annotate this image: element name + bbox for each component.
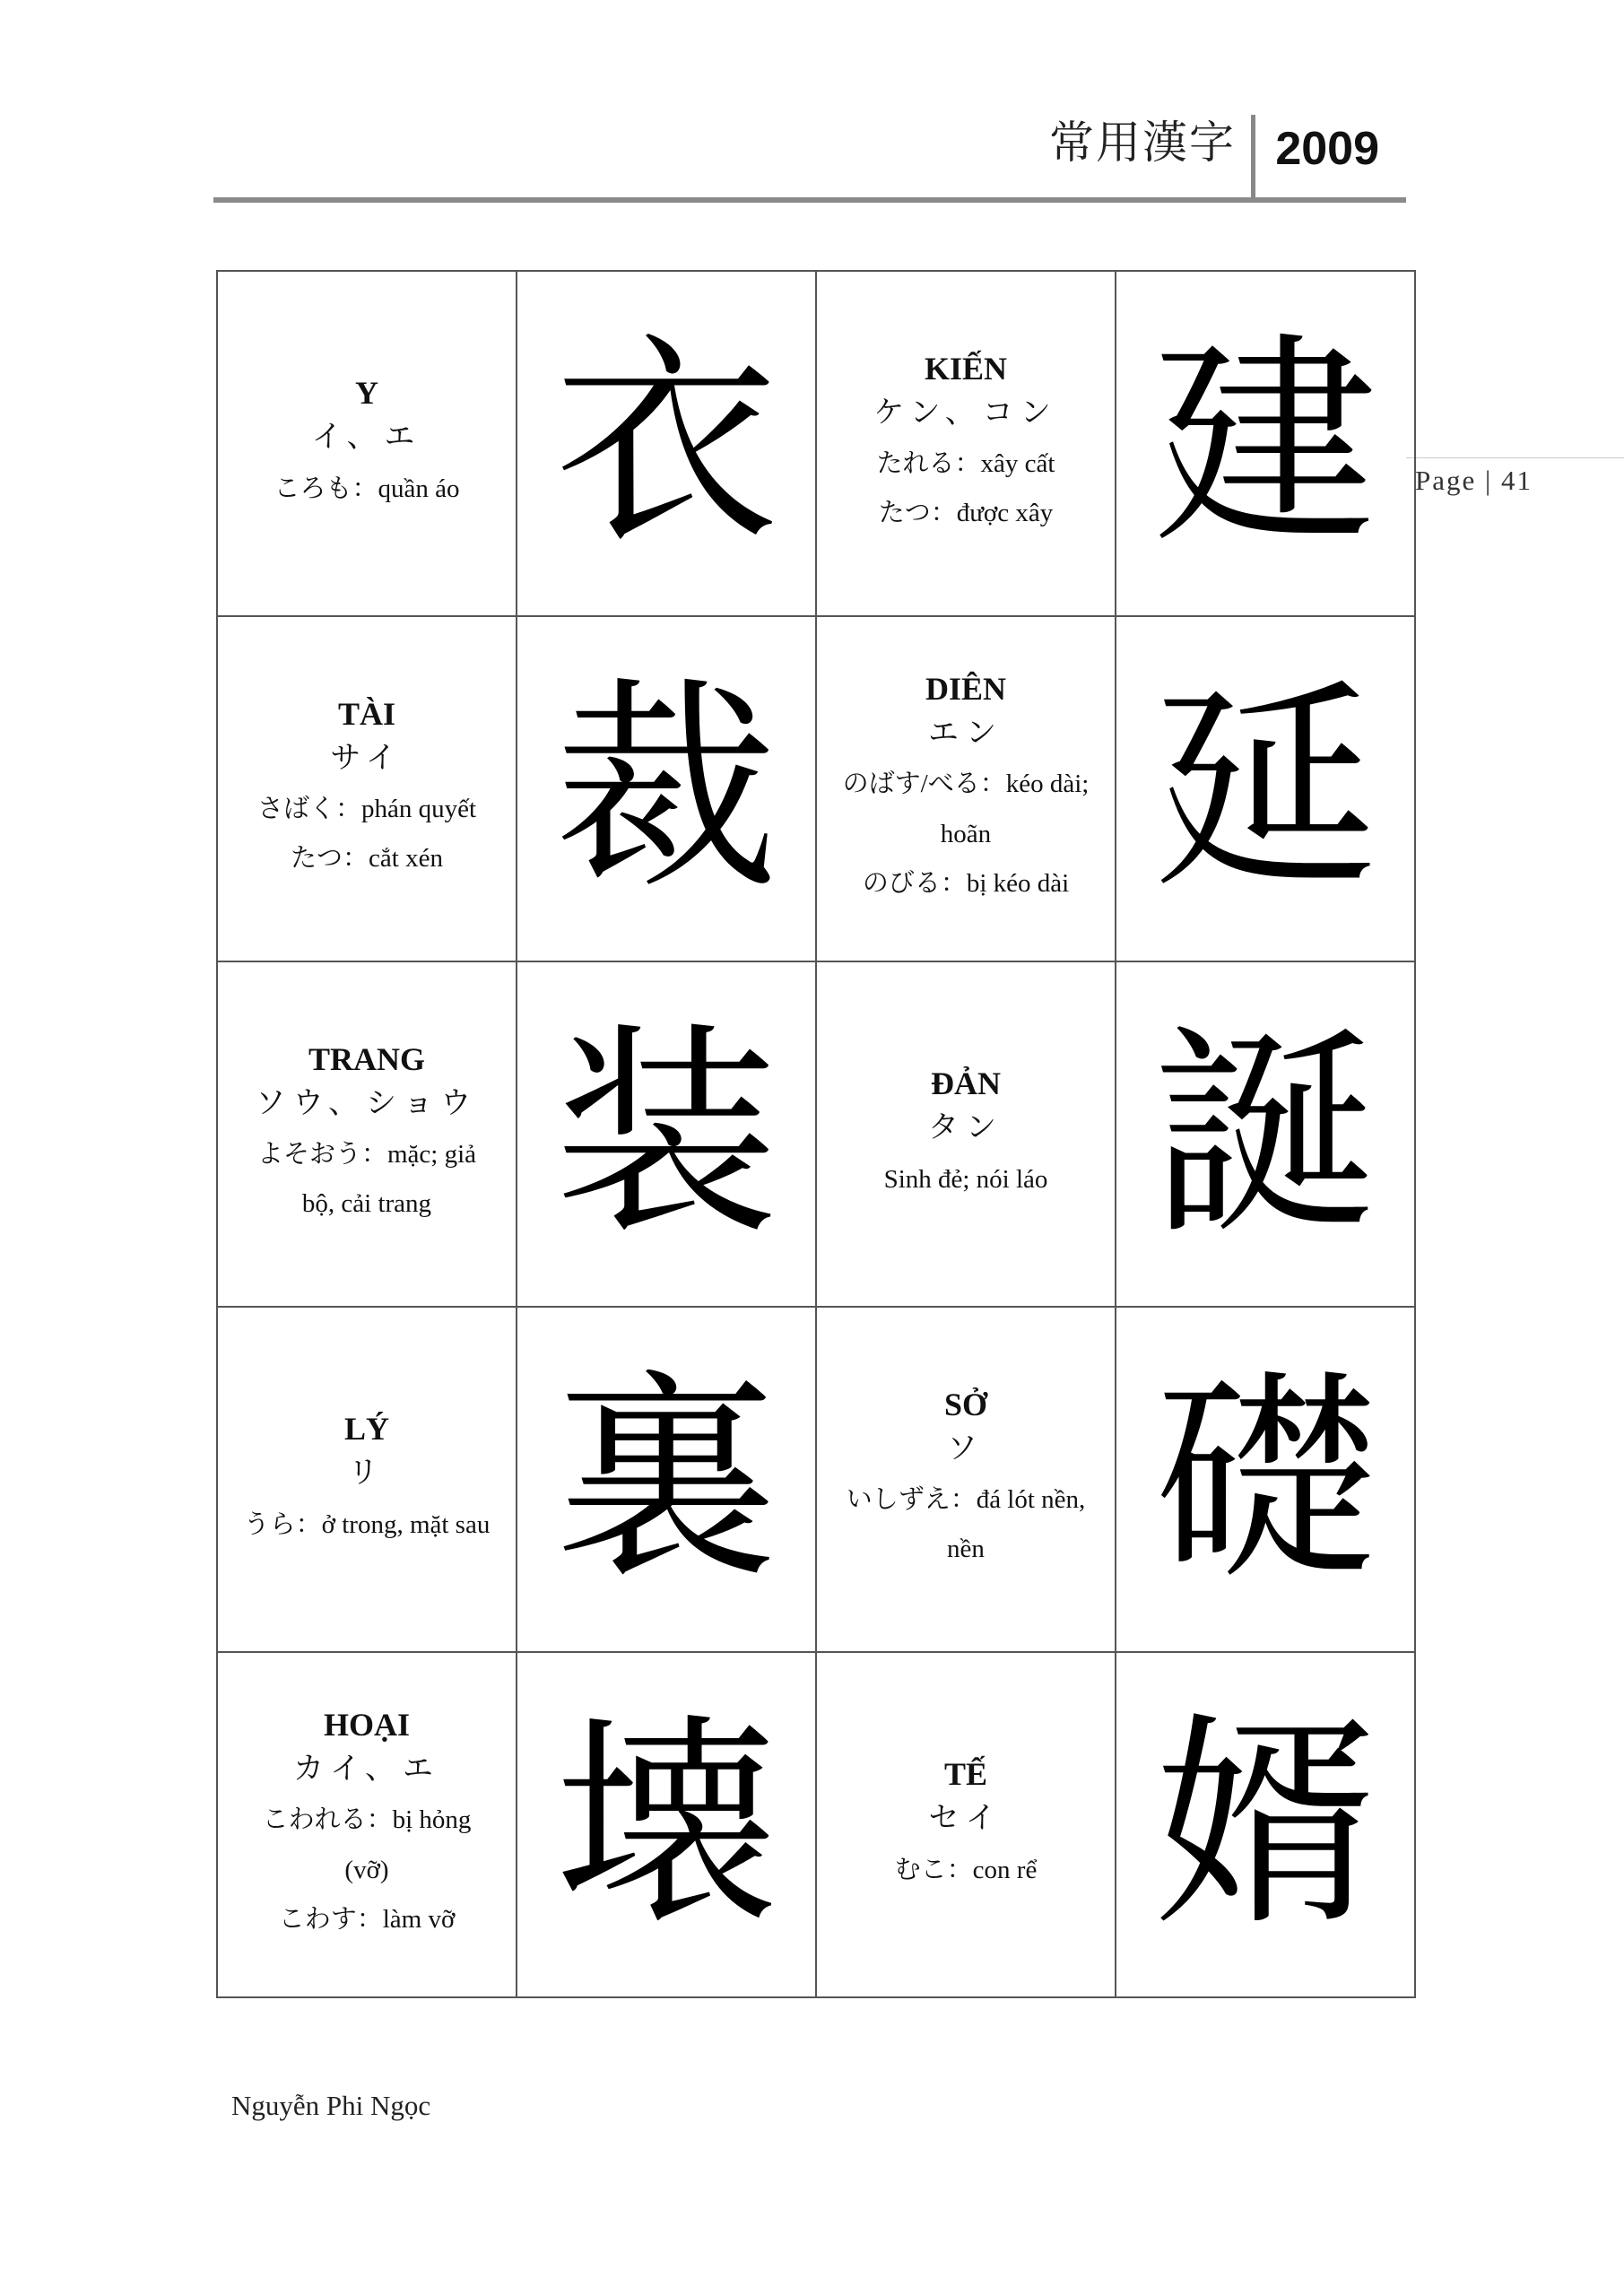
- kanji-character: 装: [517, 961, 816, 1307]
- meaning-line: たつ：được xây: [878, 499, 1054, 528]
- kanji-info: [830, 669, 1102, 908]
- meaning-line: むこ：con rể: [894, 1855, 1038, 1884]
- kanji-character: 裁: [517, 616, 816, 961]
- header-title: 常用漢字: [1049, 117, 1236, 169]
- kanji-info: [243, 1039, 491, 1229]
- meaning-line: こわれる：bị hỏng: [262, 1805, 472, 1835]
- page-number: Page | 41: [1415, 465, 1533, 496]
- table-row: [217, 1307, 1415, 1652]
- meaning-line: たつ：cắt xén: [291, 844, 443, 874]
- meaning-line: Sinh đẻ; nói láo: [883, 1164, 1048, 1194]
- hanviet-reading: TÀI: [337, 695, 396, 732]
- table-row: [217, 961, 1415, 1307]
- onyomi-reading: エン: [927, 715, 1003, 752]
- meaning-line: うら：ở trong, mặt sau: [243, 1509, 491, 1539]
- kanji-info: [231, 1409, 503, 1549]
- hanviet-reading: LÝ: [343, 1411, 389, 1448]
- kanji-character: 延: [1116, 616, 1415, 961]
- onyomi-reading: セイ: [928, 1800, 1003, 1837]
- kanji-character: 衣: [517, 271, 816, 616]
- hanviet-reading: SỞ: [943, 1386, 987, 1422]
- kanji-info: [872, 1064, 1061, 1204]
- table-row: [217, 1652, 1415, 1997]
- meaning-line: いしずえ：đá lót nền,: [846, 1485, 1086, 1514]
- kanji-info: [250, 1705, 484, 1944]
- kanji-info-cell: [816, 961, 1116, 1307]
- kanji-info-cell: [217, 271, 517, 616]
- kanji-info-cell: [217, 1652, 517, 1997]
- kanji-info: [861, 349, 1071, 538]
- page-number-rule: [1406, 457, 1624, 458]
- meaning-line: hoãn: [940, 819, 992, 848]
- kanji-character: 壊: [517, 1652, 816, 1997]
- meaning-line: ころも：quần áo: [274, 474, 460, 503]
- kanji-character: 建: [1116, 271, 1415, 616]
- page-header: [213, 106, 1406, 203]
- kanji-character: 裏: [517, 1307, 816, 1652]
- onyomi-reading: リ: [347, 1455, 386, 1492]
- meaning-line: のばす/べる：kéo dài;: [842, 770, 1090, 799]
- kanji-info-cell: [217, 961, 517, 1307]
- onyomi-reading: タン: [927, 1109, 1003, 1146]
- header-year: 2009: [1275, 123, 1379, 175]
- kanji-info: [834, 1385, 1099, 1574]
- kanji-info-cell: [217, 1307, 517, 1652]
- kanji-info-cell: [816, 271, 1116, 616]
- kanji-info-cell: [217, 616, 517, 961]
- meaning-line: こわす：làm vỡ: [278, 1904, 456, 1934]
- meaning-line: (vỡ): [344, 1855, 389, 1884]
- meaning-line: nền: [947, 1535, 985, 1564]
- footer-author: Nguyễn Phi Ngọc: [231, 2090, 431, 2121]
- kanji-character: 婿: [1116, 1652, 1415, 1997]
- onyomi-reading: ソウ、ショウ: [255, 1084, 479, 1121]
- meaning-line: よそおう：mặc; giả: [256, 1140, 477, 1169]
- kanji-table-body: [217, 271, 1415, 1997]
- table-row: [217, 616, 1415, 961]
- meaning-line: bộ, cải trang: [301, 1189, 432, 1219]
- meaning-line: さばく：phán quyết: [256, 795, 477, 823]
- header-rule: [213, 197, 1406, 203]
- meaning-line: のびる：bị kéo dài: [862, 868, 1070, 898]
- meaning-line: たれる：xây cất: [876, 449, 1055, 478]
- hanviet-reading: KIẾN: [924, 350, 1008, 387]
- kanji-character: 誕: [1116, 961, 1415, 1307]
- kanji-info-cell: [816, 1652, 1116, 1997]
- hanviet-reading: HOẠI: [323, 1707, 410, 1744]
- kanji-character: 礎: [1116, 1307, 1415, 1652]
- kanji-info: [262, 373, 473, 513]
- onyomi-reading: ソ: [946, 1430, 985, 1466]
- header-divider: [1251, 115, 1255, 197]
- onyomi-reading: ケン、コン: [873, 394, 1058, 430]
- kanji-info: [882, 1754, 1050, 1894]
- table-row: [217, 271, 1415, 616]
- kanji-info-cell: [816, 616, 1116, 961]
- kanji-info: [245, 694, 489, 883]
- hanviet-reading: DIÊN: [925, 671, 1006, 708]
- hanviet-reading: ĐẢN: [930, 1065, 1001, 1102]
- onyomi-reading: サイ: [330, 739, 404, 776]
- hanviet-reading: TẾ: [943, 1756, 988, 1793]
- kanji-table: [216, 270, 1416, 1998]
- onyomi-reading: カイ、エ: [293, 1751, 440, 1787]
- kanji-info-cell: [816, 1307, 1116, 1652]
- onyomi-reading: イ、エ: [311, 419, 422, 456]
- hanviet-reading: Y: [355, 375, 378, 412]
- hanviet-reading: TRANG: [308, 1040, 425, 1077]
